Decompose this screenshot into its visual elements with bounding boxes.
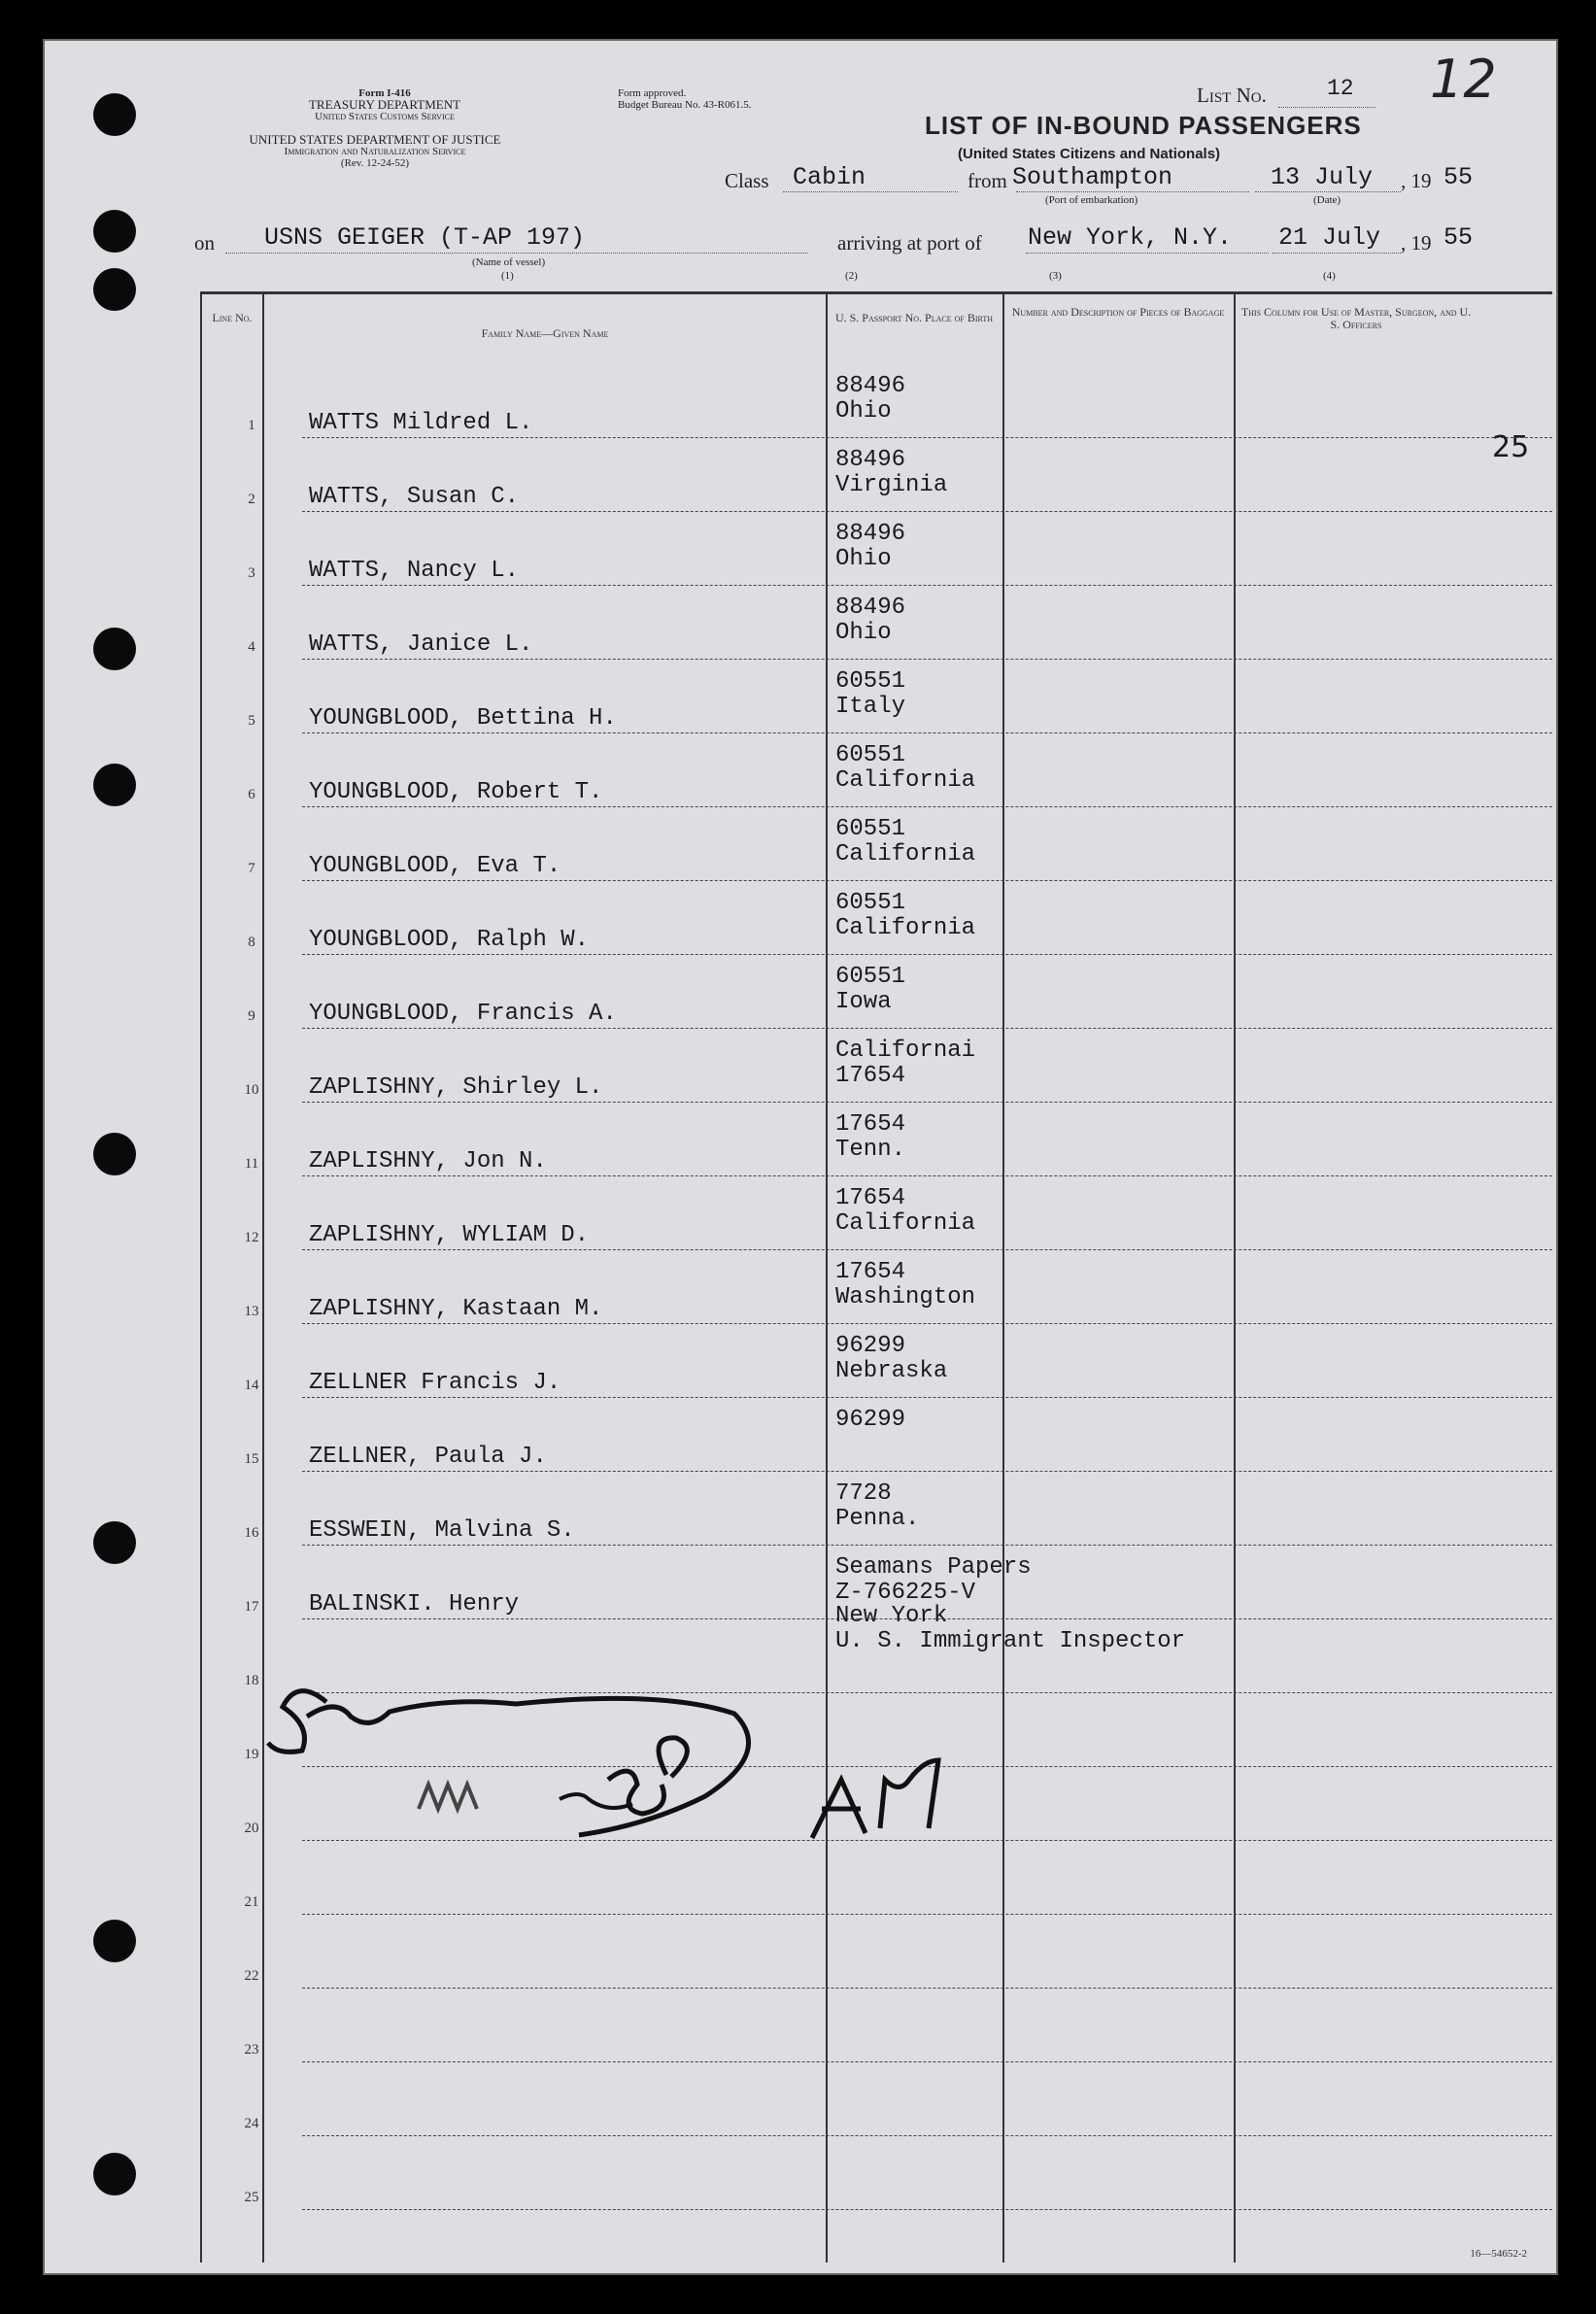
punch-hole: [93, 210, 136, 253]
vessel-caption: (Name of vessel): [472, 256, 546, 268]
table-row: [200, 1103, 1552, 1176]
punch-hole: [93, 628, 136, 670]
vessel-name: USNS GEIGER (T-AP 197): [264, 223, 586, 252]
line-number: 24: [244, 2116, 259, 2131]
place-of-birth: Tenn.: [835, 1137, 906, 1163]
place-of-birth: California: [835, 915, 976, 941]
arrival-year-prefix: , 19: [1401, 231, 1432, 255]
place-of-birth: Virginia: [835, 472, 948, 498]
passenger-name: BALINSKI. Henry: [309, 1591, 520, 1617]
form-subtitle: (United States Citizens and Nationals): [958, 146, 1221, 162]
passenger-name: YOUNGBLOOD, Bettina H.: [309, 705, 617, 732]
departure-date-line: [1255, 191, 1401, 192]
arrival-port-line: [1026, 253, 1269, 254]
col-header-baggage: Number and Description of Pieces of Baggage: [1011, 305, 1225, 319]
departure-date: 13 July: [1271, 163, 1374, 191]
place-of-birth: Ohio: [835, 398, 892, 425]
line-number: 9: [248, 1008, 255, 1024]
table-row: [200, 1546, 1552, 1629]
line-number: 14: [244, 1378, 259, 1393]
table-row: [200, 1693, 1552, 1767]
line-number: 10: [244, 1082, 259, 1098]
punch-hole: [93, 2153, 136, 2195]
punch-hole: [93, 1133, 136, 1175]
embarkation-caption: (Port of embarkation): [1045, 194, 1138, 206]
line-number: 18: [244, 1673, 259, 1688]
passenger-name: YOUNGBLOOD, Ralph W.: [309, 927, 590, 953]
passenger-name: ZAPLISHNY, Jon N.: [309, 1148, 547, 1174]
caption-2: (2): [845, 270, 858, 282]
passport-number: 96299: [835, 1333, 906, 1359]
line-number: 3: [248, 565, 255, 581]
line-number: 13: [244, 1304, 259, 1319]
passport-number: 7728: [835, 1480, 892, 1507]
passenger-name: WATTS, Janice L.: [309, 631, 533, 658]
caption-1: (1): [501, 270, 514, 282]
place-of-birth: Ohio: [835, 546, 892, 572]
passenger-name: WATTS Mildred L.: [309, 410, 533, 436]
punch-hole: [93, 93, 136, 136]
place-of-birth: Nebraska: [835, 1358, 948, 1384]
passenger-name: ZAPLISHNY, WYLIAM D.: [309, 1222, 590, 1248]
class-line: [783, 191, 958, 192]
justice-label: UNITED STATES DEPARTMENT OF JUSTICE: [249, 132, 501, 147]
table-row: [200, 660, 1552, 733]
table-row: [200, 586, 1552, 660]
line-number: 6: [248, 787, 255, 802]
caption-3: (3): [1049, 270, 1062, 282]
table-row: [200, 1767, 1552, 1841]
row-rule: [302, 2209, 1552, 2210]
table-row: [200, 1250, 1552, 1324]
place-of-birth: California: [835, 767, 976, 794]
passenger-name: YOUNGBLOOD, Eva T.: [309, 853, 561, 879]
place-of-birth: California: [835, 841, 976, 868]
on-label: on: [194, 231, 215, 255]
list-no-value: 12: [1327, 76, 1354, 101]
passport-number: 88496: [835, 521, 906, 547]
line-number: 8: [248, 935, 255, 950]
from-label: from: [968, 169, 1007, 192]
arrival-date: 21 July: [1278, 223, 1381, 252]
line-number: 22: [244, 1968, 259, 1984]
line-number: 5: [248, 713, 255, 729]
table-row: [200, 1989, 1552, 2062]
table-row: [200, 2136, 1552, 2210]
line-number: 11: [244, 1156, 259, 1172]
passport-number: 60551: [835, 964, 906, 990]
passport-number: 88496: [835, 447, 906, 473]
table-row: [200, 364, 1552, 438]
col-header-officers: This Column for Use of Master, Surgeon, and U. S. Officers: [1240, 305, 1472, 331]
table-row: [200, 1398, 1552, 1472]
col-header-name: Family Name—Given Name: [481, 326, 609, 340]
class-label: Class: [725, 169, 769, 192]
table-row: [200, 1324, 1552, 1398]
passenger-name: WATTS, Susan C.: [309, 484, 520, 510]
table-row: [200, 1029, 1552, 1103]
punch-hole: [93, 268, 136, 311]
table-row: [200, 512, 1552, 586]
col-header-line: Line No.: [212, 311, 253, 324]
revision-label: (Rev. 12-24-52): [340, 157, 410, 169]
line-number: 23: [244, 2042, 259, 2058]
passport-number: 96299: [835, 1407, 906, 1433]
passenger-name: WATTS, Nancy L.: [309, 558, 520, 584]
date-caption: (Date): [1313, 194, 1341, 206]
departure-year: 55: [1443, 163, 1474, 191]
embarkation-line: [1016, 191, 1249, 192]
class-value: Cabin: [793, 163, 866, 191]
punch-hole: [93, 1521, 136, 1564]
table-row: [200, 1619, 1552, 1693]
customs-label: United States Customs Service: [315, 111, 455, 122]
passport-number: 60551: [835, 816, 906, 842]
form-number: Form I-416: [358, 87, 411, 99]
passenger-name: ZELLNER Francis J.: [309, 1370, 561, 1396]
table-row: [200, 1472, 1552, 1546]
passenger-table: [200, 291, 1552, 2263]
punch-hole: [93, 1920, 136, 1962]
passport-number: 17654: [835, 1185, 906, 1211]
caption-4: (4): [1323, 270, 1336, 282]
table-row: [200, 1915, 1552, 1989]
manifest-page: [43, 39, 1558, 2275]
table-row: [200, 1841, 1552, 1915]
line-number: 21: [244, 1894, 259, 1910]
line-number: 1: [248, 418, 255, 433]
passport-number: 88496: [835, 373, 906, 399]
vessel-line: [225, 253, 808, 254]
line-number: 25: [244, 2190, 259, 2205]
line-number: 17: [244, 1599, 259, 1615]
arrival-year: 55: [1443, 223, 1474, 252]
place-of-birth: Penna.: [835, 1506, 920, 1532]
arriving-label: arriving at port of: [837, 231, 982, 255]
passenger-name: ZAPLISHNY, Shirley L.: [309, 1074, 603, 1101]
arrival-date-line: [1273, 253, 1401, 254]
port-embarkation: Southampton: [1012, 163, 1173, 191]
place-of-birth: Iowa: [835, 989, 892, 1015]
passenger-name: ZAPLISHNY, Kastaan M.: [309, 1296, 603, 1322]
list-no-label: List No.: [1197, 84, 1267, 107]
place-of-birth: Washington: [835, 1284, 976, 1310]
passport-number: 60551: [835, 742, 906, 768]
table-row: [200, 733, 1552, 807]
table-row: [200, 438, 1552, 512]
col-header-passport: U. S. Passport No. Place of Birth: [834, 311, 994, 324]
form-block: [239, 87, 530, 122]
punch-hole: [93, 764, 136, 806]
treasury-label: TREASURY DEPARTMENT: [308, 97, 461, 112]
passport-number: 17654: [835, 1259, 906, 1285]
passport-number: 88496: [835, 595, 906, 621]
passenger-name: YOUNGBLOOD, Robert T.: [309, 779, 603, 805]
line-number: 20: [244, 1821, 259, 1836]
place-of-birth: 17654: [835, 1063, 906, 1089]
line-number: 16: [244, 1525, 259, 1541]
list-no-handwritten: 12: [1430, 49, 1497, 110]
table-row: [200, 2062, 1552, 2136]
justice-block: [171, 134, 579, 169]
form-approved-label: Form approved.: [618, 87, 687, 99]
officer-note: 25: [1492, 430, 1530, 464]
place-of-birth: Italy: [835, 694, 906, 720]
line-number: 7: [248, 861, 255, 876]
line-number: 19: [244, 1747, 259, 1762]
place-of-birth: Ohio: [835, 620, 892, 646]
print-code: 16—54652-2: [1470, 2248, 1527, 2260]
list-no-line: [1278, 107, 1375, 108]
arrival-port: New York, N.Y.: [1028, 223, 1233, 252]
table-row: [200, 807, 1552, 881]
line-number: 2: [248, 492, 255, 507]
passenger-name: ESSWEIN, Malvina S.: [309, 1517, 575, 1544]
table-row: [200, 881, 1552, 955]
place-of-birth: Z-766225-V: [835, 1580, 976, 1606]
passport-number: 60551: [835, 668, 906, 695]
passport-number: Seamans Papers: [835, 1554, 1032, 1581]
line-number: 4: [248, 639, 255, 655]
table-row: [200, 955, 1552, 1029]
line-number: 12: [244, 1230, 259, 1245]
extra-note: U. S. Immigrant Inspector: [835, 1628, 1186, 1654]
departure-year-prefix: , 19: [1401, 169, 1432, 192]
passenger-name: ZELLNER, Paula J.: [309, 1444, 547, 1470]
table-row: [200, 1176, 1552, 1250]
approval-block: [618, 87, 751, 111]
line-number: 15: [244, 1451, 259, 1467]
passport-number: 60551: [835, 890, 906, 916]
place-of-birth: California: [835, 1210, 976, 1237]
form-title: LIST OF IN-BOUND PASSENGERS: [925, 111, 1362, 140]
ins-label: Immigration and Naturalization Service: [284, 146, 466, 157]
passport-number: Californai: [835, 1038, 976, 1064]
passport-number: 17654: [835, 1111, 906, 1138]
passenger-name: YOUNGBLOOD, Francis A.: [309, 1001, 617, 1027]
extra-note: New York: [835, 1603, 948, 1629]
budget-bureau-label: Budget Bureau No. 43-R061.5.: [618, 99, 752, 111]
